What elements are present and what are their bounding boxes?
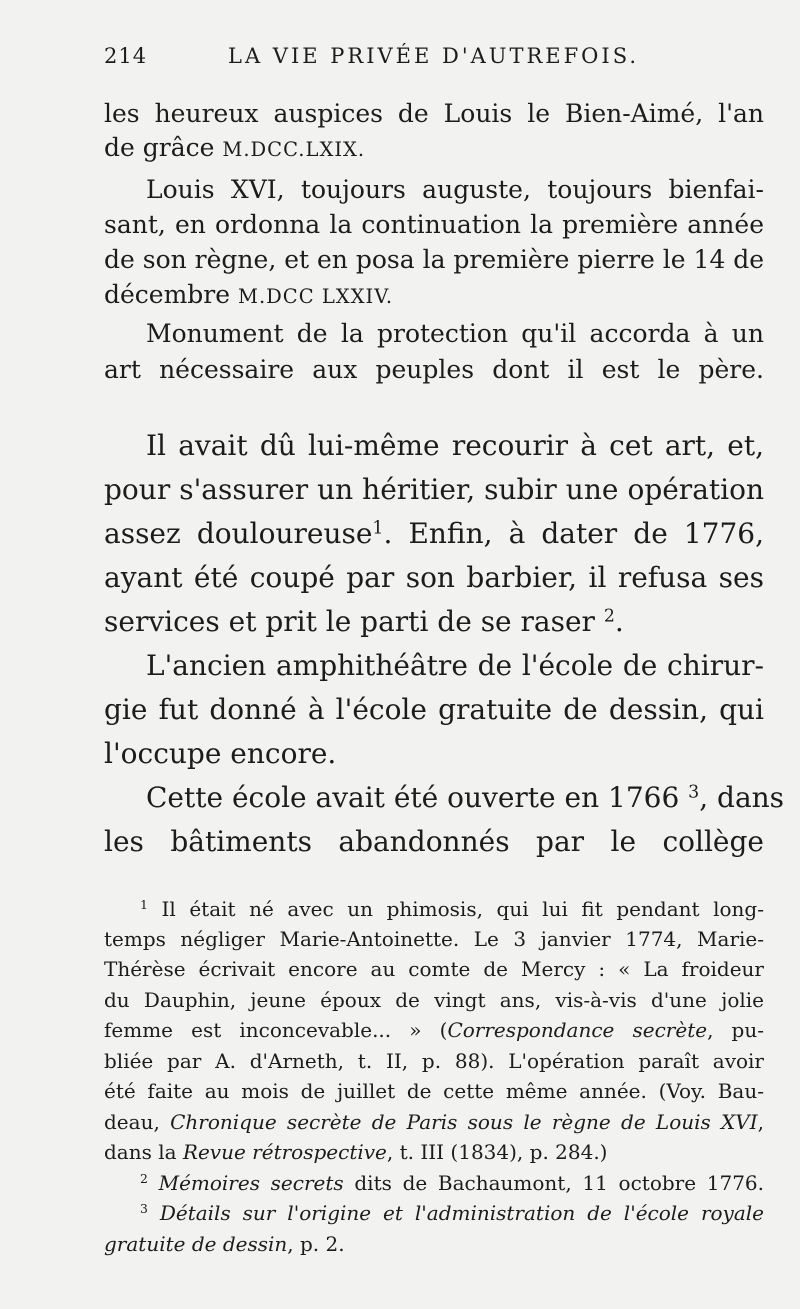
running-title: LA VIE PRIVÉE D'AUTREFOIS. xyxy=(228,44,640,68)
text-line: assez douloureuse$^1$. Enfin, à dater de 1776, xyxy=(104,517,764,550)
footnote-ref-2: 2 xyxy=(603,606,615,627)
footnote-2: $^2$ Mémoires secrets dits de Bachaumont, 11 octobre 1776. xyxy=(140,1171,765,1195)
text-line: les heureux auspices de Louis le Bien-Aimé, l'an xyxy=(104,99,764,128)
footnote-line: bliée par A. d'Arneth, t. II, p. 88). L'opération paraît avoir xyxy=(104,1049,764,1073)
footnote-ref-3: 3 xyxy=(688,782,700,803)
footnote-line: femme est inconcevable... » (Correspondance secrète, pu- xyxy=(104,1018,764,1042)
footnote-ref-1: 1 xyxy=(372,518,384,539)
text-line: art nécessaire aux peuples dont il est le père. xyxy=(104,355,764,384)
footnote-line: deau, Chronique secrète de Paris sous le règne de Louis XVI, xyxy=(104,1110,764,1134)
text-line: décembre M.DCC LXXIV. xyxy=(104,280,394,309)
text-line: de grâce M.DCC.LXIX. xyxy=(104,133,366,162)
page-number: 214 xyxy=(104,44,148,68)
footnote-line: Thérèse écrivait encore au comte de Mercy : « La froideur xyxy=(104,957,764,981)
footnote-line: gratuite de dessin, p. 2. xyxy=(104,1232,345,1256)
footnote-line: du Dauphin, jeune époux de vingt ans, vis-à-vis d'une jolie xyxy=(104,988,764,1012)
footnote-line: temps négliger Marie-Antoinette. Le 3 janvier 1774, Marie- xyxy=(104,927,764,951)
text-line: Louis XVI, toujours auguste, toujours bienfai- xyxy=(146,175,764,204)
footnote-line: été faite au mois de juillet de cette même année. (Voy. Bau- xyxy=(104,1079,764,1103)
footnote-line: dans la Revue rétrospective, t. III (1834), p. 284.) xyxy=(104,1140,608,1164)
footnote-1: $^1$ Il était né avec un phimosis, qui lui fit pendant long- xyxy=(140,897,764,921)
text-line: Cette école avait été ouverte en 1766 $^3$, dans xyxy=(146,781,785,814)
text-line: les bâtiments abandonnés par le collège xyxy=(104,825,764,858)
text-line: Monument de la protection qu'il accorda à un xyxy=(146,319,764,348)
text-line: gie fut donné à l'école gratuite de dessin, qui xyxy=(104,693,764,726)
text-line: Il avait dû lui-même recourir à cet art, et, xyxy=(146,429,764,462)
text-line: sant, en ordonna la continuation la première année xyxy=(104,210,764,239)
text-line: pour s'assurer un héritier, subir une opération xyxy=(104,473,764,506)
text-line: de son règne, et en posa la première pierre le 14 de xyxy=(104,245,765,274)
footnote-3: $^3$ Détails sur l'origine et l'administration de l'école royale xyxy=(140,1201,764,1225)
text-line: services et prit le parti de se raser $^2$. xyxy=(104,605,624,638)
running-header xyxy=(104,44,764,74)
text-line: l'occupe encore. xyxy=(104,737,337,770)
text-line: L'ancien amphithéâtre de l'école de chirur- xyxy=(146,649,764,682)
text-line: ayant été coupé par son barbier, il refusa ses xyxy=(104,561,764,594)
